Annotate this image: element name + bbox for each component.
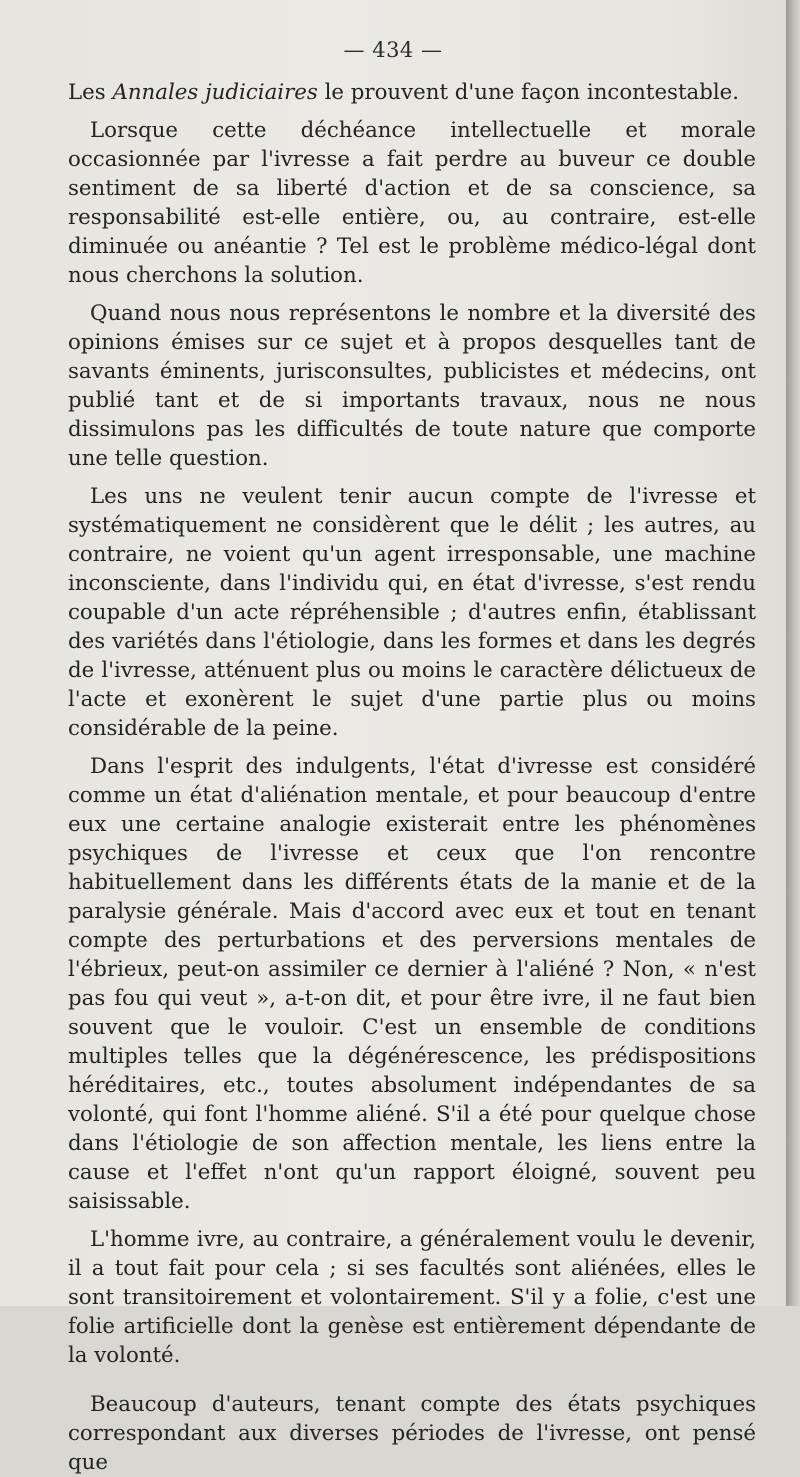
paragraph-6: L'homme ivre, au contraire, a généralement voulu le devenir, il a tout fait pour cela ; si ses facultés sont aliénées, elles le sont transitoirement et volontairement. S'il y a folie, c'est une folie artificielle dont la genèse est entièrement dépendante de la volonté. [68,1227,756,1368]
page-edge [786,0,800,1306]
paragraph-1 [68,78,756,107]
paragraph-7: Beaucoup d'auteurs, tenant compte des états psychiques correspondant aux diverses périodes de l'ivresse, ont pensé que [68,1392,756,1475]
paragraph-1-start: Les [68,80,113,105]
italic-title: Annales judiciaires [112,80,318,105]
body-text [68,78,756,1477]
paragraph-3: Quand nous nous représentons le nombre et la diversité des opinions émises sur ce sujet et à propos desquelles tant de savants éminents, jurisconsultes, publicistes et médecins, ont publié tant et de si importants travaux, nous ne nous dissimulons pas les difficultés de toute nature que comporte une telle question. [68,301,756,471]
paragraph-1-end: le prouvent d'une façon incontestable. [317,80,740,105]
paragraph-5: Dans l'esprit des indulgents, l'état d'ivresse est considéré comme un état d'aliénation mentale, et pour beaucoup d'entre eux une certaine analogie existerait entre les phénomènes psychiques de l'ivresse et ceux que l'on rencontre habituellement dans les différents états de la manie et de la paralysie générale. Mais d'accord avec eux et tout en tenant compte des perturbations et des perversions mentales de l'ébrieux, peut-on assimiler ce dernier à l'aliéné ? Non, « n'est pas fou qui veut », a-t-on dit, et pour être ivre, il ne faut bien souvent que le vouloir. C'est un ensemble de conditions multiples telles que la dégénérescence, les prédispositions héréditaires, etc., toutes absolument indépendantes de sa volonté, qui font l'homme aliéné. S'il a été pour quelque chose dans l'étiologie de son affection mentale, les liens entre la cause et l'effet n'ont qu'un rapport éloigné, souvent peu saisissable. [68,754,756,1214]
paragraph-4: Les uns ne veulent tenir aucun compte de l'ivresse et systématiquement ne considèrent que le délit ; les autres, au contraire, ne voient qu'un agent irresponsable, une machine inconsciente, dans l'individu qui, en état d'ivresse, s'est rendu coupable d'un acte répréhensible ; d'autres enfin, établissant des variétés dans l'étiologie, dans les formes et dans les degrés de l'ivresse, atténuent plus ou moins le caractère délictueux de l'acte et exonèrent le sujet d'une partie plus ou moins considérable de la peine. [68,484,756,741]
page-number: — 434 — [343,38,443,62]
paragraph-2: Lorsque cette déchéance intellectuelle et morale occasionnée par l'ivresse a fait perdre au buveur ce double sentiment de sa liberté d'action et de sa conscience, sa responsabilité est-elle entière, ou, au contraire, est-elle diminuée ou anéantie ? Tel est le problème médico-légal dont nous cherchons la solution. [68,118,756,288]
